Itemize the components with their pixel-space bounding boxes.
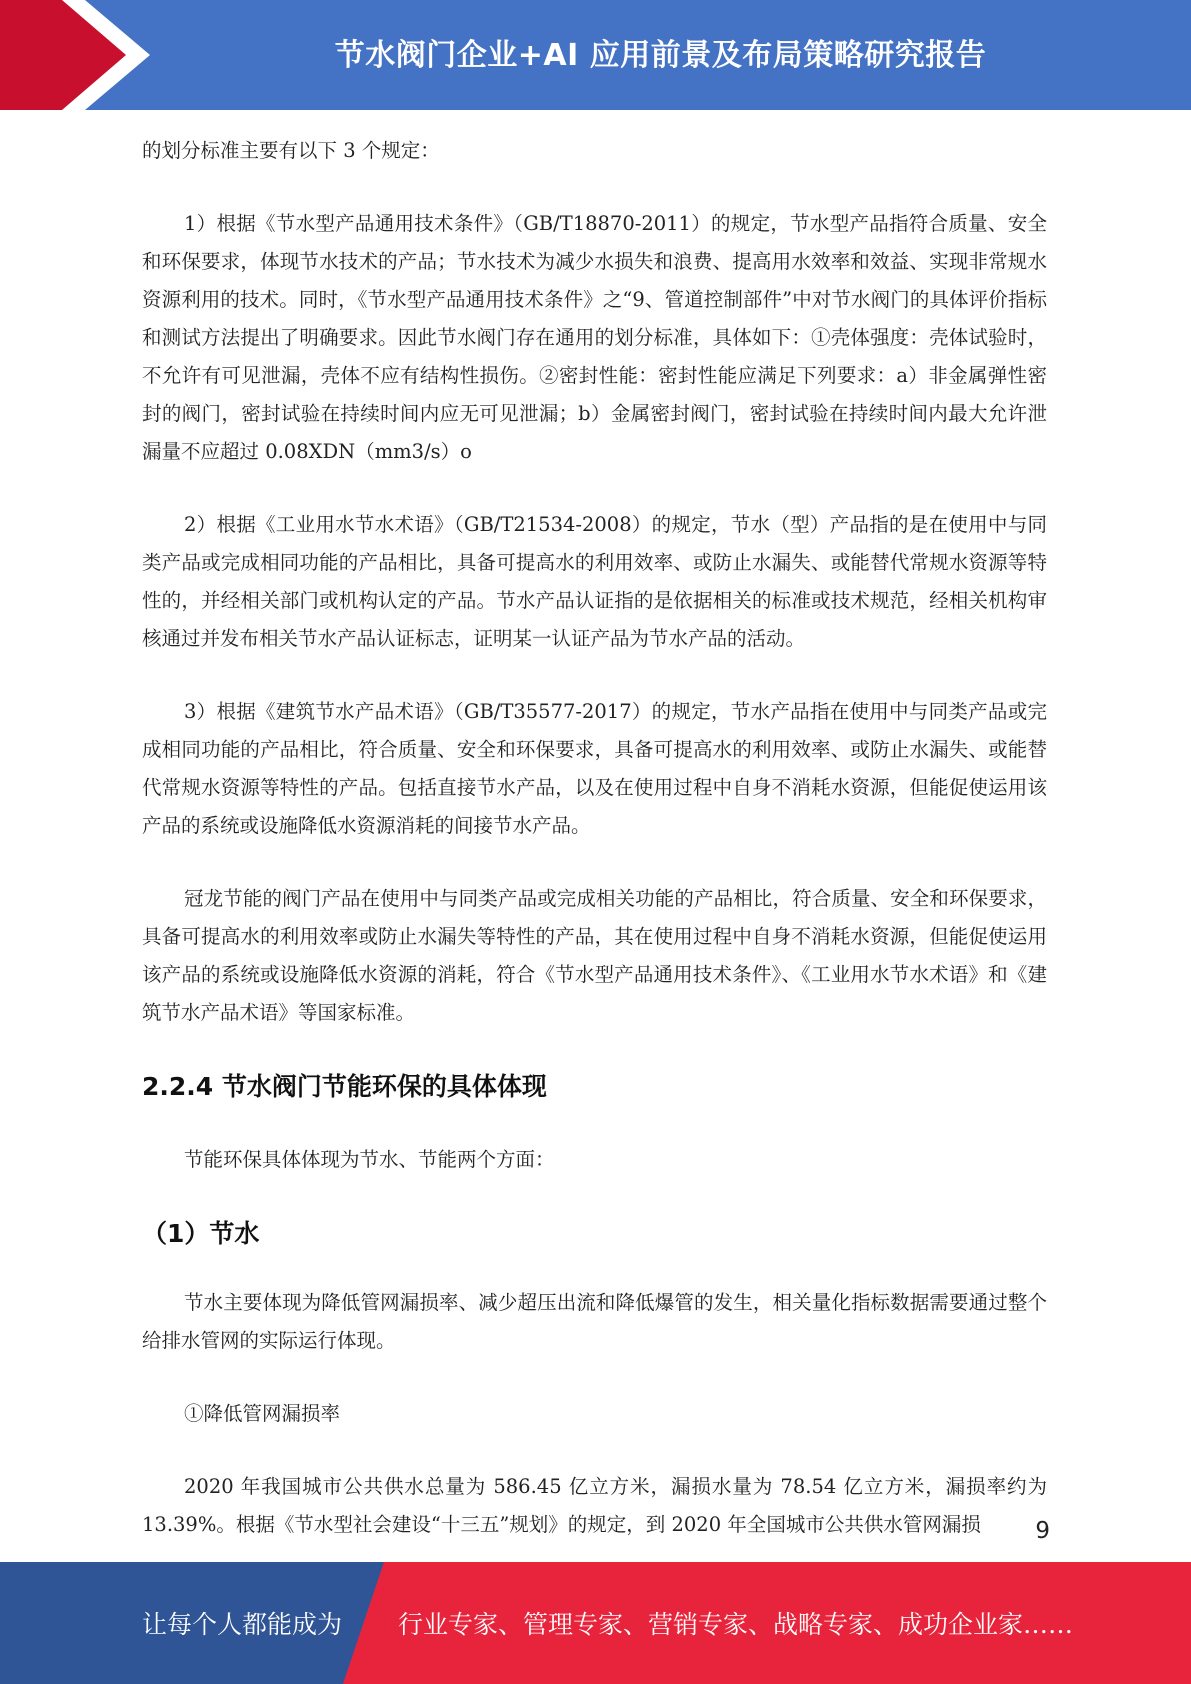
paragraph-statistics: 2020 年我国城市公共供水总量为 586.45 亿立方米，漏损水量为 78.54 亿立方米，漏损率约为 13.39%。根据《节水型社会建设“十三五”规划》的规定，到 2020 年全国城市公共供水管网漏损 [142,1475,1047,1536]
page-number: 9 [1035,1518,1050,1544]
paragraph-water-saving: 节水主要体现为降低管网漏损率、减少超压出流和降低爆管的发生，相关量化指标数据需要通过整个给排水管网的实际运行体现。 [142,1291,1047,1352]
paragraph-standard-1: 1）根据《节水型产品通用技术条件》（GB/T18870-2011）的规定，节水型产品指符合质量、安全和环保要求，体现节水技术的产品；节水技术为减少水损失和浪费、提高用水效率和效益、实现非常规水资源利用的技术。同时，《节水型产品通用技术条件》之“9、管道控制部件”中对节水阀门的具体评价指标和测试方法提出了明确要求。因此节水阀门存在通用的划分标准，具体如下：①壳体强度：壳体试验时，不允许有可见泄漏，壳体不应有结构性损伤。②密封性能：密封性能应满足下列要求：a）非金属弹性密封的阀门，密封试验在持续时间内应无可见泄漏；b）金属密封阀门，密封试验在持续时间内最大允许泄漏量不应超过 0.08XDN（mm3/s）o [142,212,1047,463]
page-header [0,0,1191,110]
paragraph-guanlong: 冠龙节能的阀门产品在使用中与同类产品或完成相关功能的产品相比，符合质量、安全和环保要求，具备可提高水的利用效率或防止水漏失等特性的产品，其在使用过程中自身不消耗水资源，但能促使运用该产品的系统或设施降低水资源的消耗，符合《节水型产品通用技术条件》、《工业用水节水术语》和《建筑节水产品术语》等国家标准。 [142,887,1047,1024]
header-arrow-graphic [0,0,160,110]
footer-slogan-right: 行业专家、管理专家、营销专家、战略专家、成功企业家…… [398,1610,1074,1639]
subsection-heading: （1）节水 [142,1219,260,1248]
page-footer [0,1562,1191,1684]
report-title: 节水阀门企业+AI 应用前景及布局策略研究报告 [334,38,987,73]
paragraph-aspects: 节能环保具体体现为节水、节能两个方面： [184,1148,555,1171]
list-item-leakage: ①降低管网漏损率 [184,1402,341,1425]
section-heading: 2.2.4 节水阀门节能环保的具体体现 [142,1072,547,1101]
paragraph-intro: 的划分标准主要有以下 3 个规定： [142,139,440,162]
paragraph-standard-3: 3）根据《建筑节水产品术语》（GB/T35577-2017）的规定，节水产品指在使用中与同类产品或完成相同功能的产品相比，符合质量、安全和环保要求，具备可提高水的利用效率、或防止水漏失、或能替代常规水资源等特性的产品。包括直接节水产品，以及在使用过程中自身不消耗水资源，但能促使运用该产品的系统或设施降低水资源消耗的间接节水产品。 [142,700,1047,837]
footer-slogan-left: 让每个人都能成为 [142,1610,343,1639]
document-body [142,132,1047,1579]
paragraph-standard-2: 2）根据《工业用水节水术语》（GB/T21534-2008）的规定，节水（型）产品指的是在使用中与同类产品或完成相同功能的产品相比，具备可提高水的利用效率、或防止水漏失、或能替代常规水资源等特性的，并经相关部门或机构认定的产品。节水产品认证指的是依据相关的标准或技术规范，经相关机构审核通过并发布相关节水产品认证标志，证明某一认证产品为节水产品的活动。 [142,513,1047,650]
